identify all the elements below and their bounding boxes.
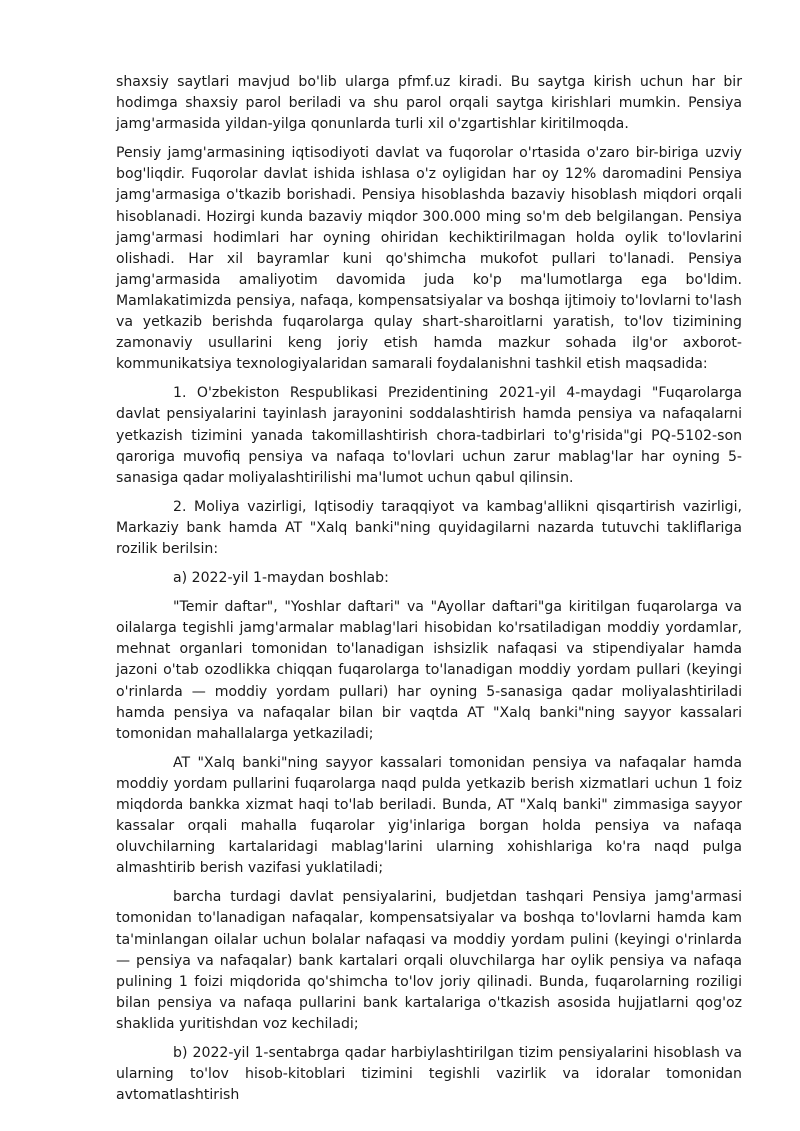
paragraph-xalq-banki: AT "Xalq banki"ning sayyor kassalari tomonidan pensiya va nafaqalar hamda moddiy yordam pullarini fuqarolarga naqd pulda yetkazib berish xizmatlari uchun 1 foiz miqdorda bankka xizmat haqi to'lab beriladi. Bunda, AT "Xalq banki" zimmasiga sayyor kassalar orqali mahalla fuqarolar yig'inlariga borgan holda pensiya va nafaqa oluvchilarning kartalaridagi mablag'larini ularning xohishlariga ko'ra naqd pulga almashtirib berish vazifasi yuklatiladi; [116, 754, 742, 877]
paragraph-saytlar: shaxsiy saytlari mavjud bo'lib ularga pfmf.uz kiradi. Bu saytga kirish uchun har bir hodimga shaxsiy parol beriladi va shu parol orqali saytga kirishlari mumkin. Pensiya jamg'armasida yildan-yilga qonunlarda turli xil o'zgartishlar kiritilmoqda. [116, 74, 742, 133]
paragraph-item-2: 2. Moliya vazirligi, Iqtisodiy taraqqiyot va kambag'allikni qisqartirish vazirligi, Markaziy bank hamda AT "Xalq banki"ning quyidagilarni nazarda tutuvchi takliflariga rozilik berilsin: [116, 498, 742, 557]
paragraph-iqtisodiyot: Pensiy jamg'armasining iqtisodiyoti davlat va fuqorolar o'rtasida o'zaro bir-biriga uzviy bog'liqdir. Fuqorolar davlat ishida ishlasa o'z oyligidan har oy 12% daromadini Pensiya jamg'armasiga o'tkazib borishadi. Pensiya hisoblashda bazaviy hisoblash miqdori orqali hisoblanadi. Hozirgi kunda bazaviy miqdor 300.000 ming so'm deb belgilangan. Pensiya jamg'armasi hodimlari har oyning ohiridan kechiktirilmagan holda oylik to'lovlarini olishadi. Har xil bayramlar kuni qo'shimcha mukofot pullari to'lanadi. Pensiya jamg'armasida amaliyotim davomida juda ko'p ma'lumotlarga ega bo'ldim. Mamlakatimizda pensiya, nafaqa, kompensatsiyalar va boshqa ijtimoiy to'lovlarni to'lash va yetkazib berishda fuqarolarga qulay shart-sharoitlarni yaratish, to'lov tizimining zamonaviy usullarini keng joriy etish hamda mazkur sohada ilg'or axborot-kommunikatsiya texnologiyalaridan samarali foydalanishni tashkil etish maqsadida: [116, 145, 742, 373]
paragraph-item-1: 1. O'zbekiston Respublikasi Prezidentining 2021-yil 4-maydagi "Fuqarolarga davlat pensiyalarini tayinlash jarayonini soddalashtirish hamda pensiya va nafaqalarni yetkazish tizimini yanada takomillashtirish chora-tadbirlari to'g'risida"gi PQ-5102-son qaroriga muvofiq pensiya va nafaqa to'lovlari uchun zarur mablag'lar har oyning 5-sanasiga qadar moliyalashtirilishi ma'lumot uchun qabul qilinsin. [116, 385, 742, 486]
paragraph-item-b: b) 2022-yil 1-sentabrga qadar harbiylashtirilgan tizim pensiyalarini hisoblash va ularning to'lov hisob-kitoblari tizimini tegishli vazirlik va idoralar tomonidan avtomatlashtirish [116, 1045, 742, 1104]
paragraph-item-a: a) 2022-yil 1-maydan boshlab: [173, 570, 389, 587]
document-body [116, 72, 742, 1114]
paragraph-pensiyalar: barcha turdagi davlat pensiyalarini, budjetdan tashqari Pensiya jamg'armasi tomonidan to'lanadigan nafaqalar, kompensatsiyalar va boshqa to'lovlarni hamda kam ta'minlangan oilalar uchun bolalar nafaqasi va moddiy yordam pulini (keyingi o'rinlarda — pensiya va nafaqalar) bank kartalari orqali oluvchilarga har oylik pensiya va nafaqa pulining 1 foizi miqdorida qo'shimcha to'lov joriy qilinadi. Bunda, fuqarolarning roziligi bilan pensiya va nafaqa pullarini bank kartalariga o'tkazish asosida hujjatlarni qog'oz shaklida yuritishdan voz kechiladi; [116, 889, 742, 1032]
paragraph-daftarlar: "Temir daftar", "Yoshlar daftari" va "Ayollar daftari"ga kiritilgan fuqarolarga va oilalarga tegishli jamg'armalar mablag'lari hisobidan ko'rsatiladigan moddiy yordamlar, mehnat organlari tomonidan to'lanadigan ishsizlik nafaqasi va stipendiyalar hamda jazoni o'tab ozodlikka chiqqan fuqarolarga to'lanadigan moddiy yordam pullari (keyingi o'rinlarda — moddiy yordam pullari) har oyning 5-sanasiga qadar moliyalashtiriladi hamda pensiya va nafaqalar bilan bir vaqtda AT "Xalq banki"ning sayyor kassalari tomonidan mahallalarga yetkaziladi; [116, 599, 742, 742]
